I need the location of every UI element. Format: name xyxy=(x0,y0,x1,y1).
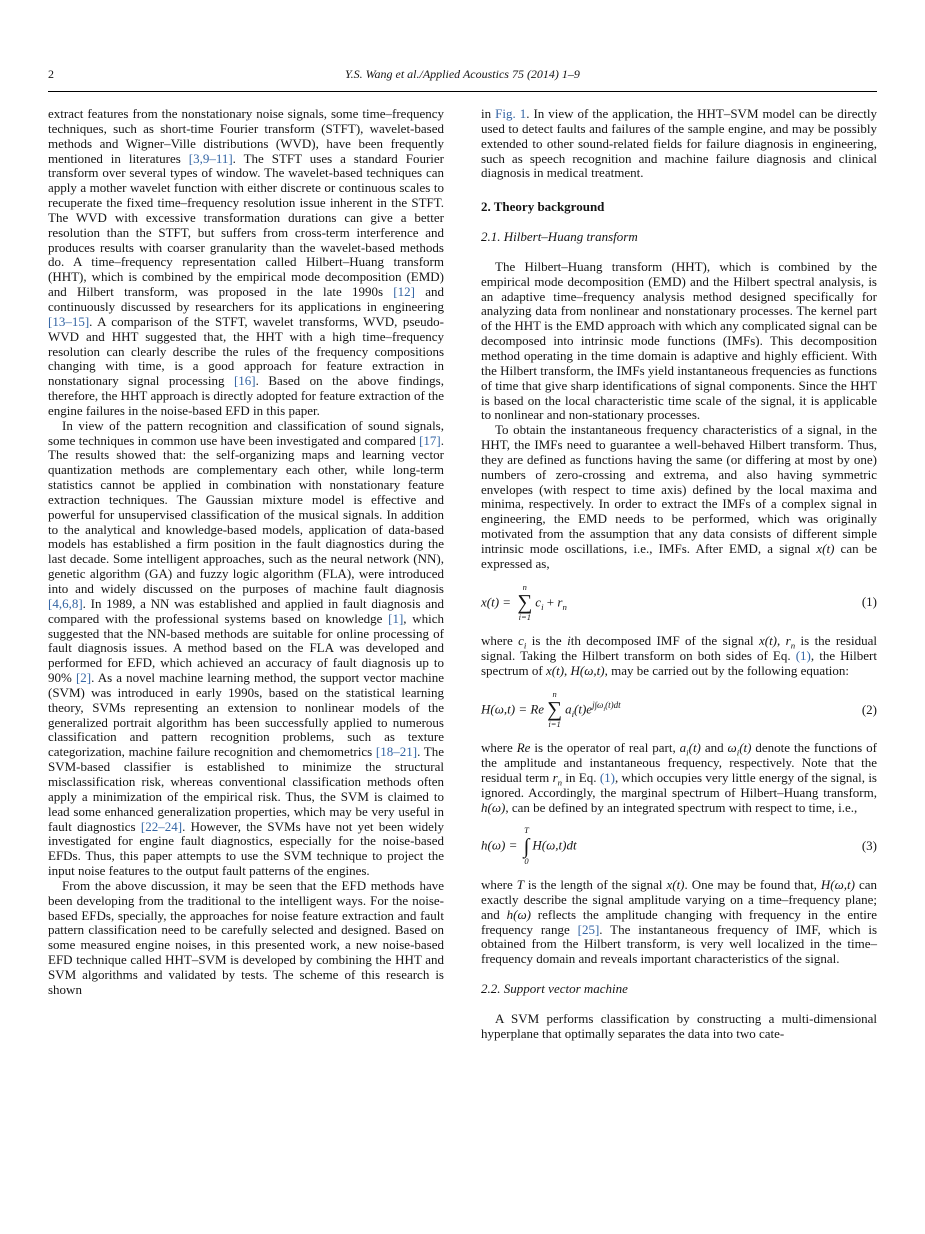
page-header xyxy=(48,68,877,92)
text-run: where xyxy=(481,740,517,756)
lower-limit: i=1 xyxy=(518,612,531,623)
text-run: . The instantaneous frequency of IMF, which is obtained from the Hilbert transform, is very well localized in the time–frequency domain and reveals important characteristics of the signal. xyxy=(481,921,877,967)
text-run: . Based on the above findings, therefore, the HHT approach is directly adopted for feature extraction of the engine failures in the noise-based EFD in this paper. xyxy=(48,373,444,418)
text-run: In view of the pattern recognition and classification of sound signals, some techniques in common use have been investigated and compared xyxy=(48,417,444,448)
paragraph xyxy=(48,879,444,998)
text-run: i xyxy=(603,706,606,713)
text-run: i xyxy=(541,601,544,612)
upper-limit: T xyxy=(524,825,529,836)
text-run: x(t) xyxy=(758,633,778,649)
text-run: r xyxy=(785,633,791,649)
text-run: To obtain the instantaneous frequency characteristics of a signal, in the HHT, the IMFs need to guarantee a well-behaved Hilbert transform. Thus, they are defined as functions having the same (or differing at most by one) numbers of zero-crossing and extrema, and also having symmetric envelopes (with respect to time axis) defined by the local maxima and minima, respectively. In order to extract the IMFs of a complex signal in engineering, the EMD needs to be performed, which was originally motivated from the assumption that any data consists of different simple intrinsic mode oscillations, i.e., IMFs. After EMD, a signal xyxy=(481,422,877,556)
equation xyxy=(481,826,877,867)
subsection-heading: 2.1. Hilbert–Huang transform xyxy=(481,229,638,245)
text-run: A SVM performs classification by constructing a multi-dimensional hyperplane that optimally separates the data into two cate- xyxy=(481,1010,877,1041)
text-run: . The STFT uses a standard Fourier transform over several types of window. The wavelet-based techniques can apply a mother wavelet function with either discrete or continuous scales to recuperate the fixed time–frequency resolution issue inherent in the STFT. The WVD with excessive transformation durations can give a better resolution than the STFT, but suffers from cross-term interference and produces results with coarser granularity than the wavelet-based methods do. A time–frequency representation called Hilbert–Huang transform (HHT), which is combined by the empirical mode decomposition (EMD) and Hilbert transform, was proposed in the late 1990s xyxy=(48,150,444,300)
text-run: , xyxy=(777,633,786,649)
text-run: , may be carried out by the following equation: xyxy=(604,662,850,678)
text-run: Re xyxy=(516,740,531,756)
text-run: n xyxy=(562,601,567,612)
text-run: H(ω,t) = Re xyxy=(481,700,545,716)
text-run: , which suggested that the NN-based methods are suitable for online processing of fault diagnosis issues. A method based on the FLA was developed and performed for EFD, which achieved an accuracy of fault diagnosis up to 90% xyxy=(48,610,444,686)
text-run: n xyxy=(557,777,563,788)
equation-expression xyxy=(481,826,577,867)
text-run: denote the functions of the amplitude and instantaneous frequency, respectively. Note that the residual term xyxy=(481,740,877,785)
text-run: is the operator of real part, xyxy=(530,740,680,756)
text-run: can exactly describe the signal amplitude varying on a time–frequency plane; and xyxy=(481,876,877,922)
text-run: , can be defined by an integrated spectrum with respect to time, i.e., xyxy=(505,799,858,815)
text-run: i xyxy=(523,640,527,651)
text-run: extract features from the nonstationary noise signals, some time–frequency techniques, such as short-time Fourier transform (STFT), wavelet-based methods and Wigner–Ville distributions (WVD), have been frequently mentioned in literatures xyxy=(48,106,444,166)
citation-link[interactable]: [13–15] xyxy=(48,313,90,329)
paragraph xyxy=(48,419,444,879)
equation xyxy=(481,690,877,731)
two-column-body xyxy=(48,107,877,1042)
citation-link[interactable]: [4,6,8] xyxy=(48,595,83,611)
paragraph xyxy=(481,423,877,571)
text-run: ∫ xyxy=(594,699,598,710)
text-run: where xyxy=(481,633,519,649)
text-run: i xyxy=(571,708,575,719)
text-run: th decomposed IMF of the signal xyxy=(570,633,759,649)
paragraph xyxy=(481,634,877,679)
text-run: h(ω) xyxy=(481,799,506,815)
text-run: , the Hilbert spectrum of xyxy=(481,648,877,678)
citation-link[interactable]: [2] xyxy=(75,670,92,686)
text-run: c xyxy=(535,593,542,609)
citation-link[interactable]: [16] xyxy=(233,373,256,389)
text-run: . The SVM-based classifier is established to minimize the structural misclassification risk, whereas conventional classification methods often apply a minimization of the empirical risk. Thus, the SVM is claimed to lead some enhanced generalization properties, which may be very useful in fault diagnostics xyxy=(48,744,444,834)
operator-with-limits xyxy=(517,583,532,624)
text-run: n xyxy=(790,640,796,651)
text-run: h(ω) = xyxy=(481,837,521,853)
text-run: ω xyxy=(597,699,604,710)
text-run: (t) xyxy=(739,740,752,756)
citation-link[interactable]: Fig. 1 xyxy=(495,106,527,121)
text-run: , which occupies very little energy of the signal, is ignored. Accordingly, the marginal spectrum of Hilbert–Huang transform, xyxy=(481,769,877,800)
exponent xyxy=(592,699,621,713)
text-run: H(ω,t) xyxy=(820,876,855,892)
running-head: Y.S. Wang et al./Applied Acoustics 75 (2014) 1–9 xyxy=(345,67,580,81)
text-run: h(ω) xyxy=(506,906,531,922)
text-run: The Hilbert–Huang transform (HHT), which is combined by the empirical mode decomposition (EMD) and the Hilbert spectral analysis, is an adaptive time–frequency analysis method designed specifically for analyzing data from nonlinear and nonstationary processes. The kernel part of the HHT is the EMD approach with which any complicated signal can be decomposed into intrinsic mode functions (IMFs). This decomposition method operating in the time domain is adaptive and highly efficient. With the Hilbert transform, the IMFs yield instantaneous frequencies as functions of time that give sharp identifications of signal components. Since the HHT is based on the local characteristic time scale of the signal, it is applicable to nonlinear and non-stationary processes. xyxy=(481,258,877,423)
text-run: , xyxy=(564,662,571,678)
equation-number: (2) xyxy=(861,701,877,717)
paragraph xyxy=(48,107,444,419)
text-run: reflects the amplitude changing with frequency in the entire frequency range xyxy=(481,906,877,937)
paragraph xyxy=(481,260,877,423)
right-column xyxy=(481,107,877,1042)
text-run: is the residual signal. Taking the Hilbert transform on both sides of Eq. xyxy=(481,633,877,663)
text-run: . In 1989, a NN was established and applied in fault diagnosis and compared with the professional systems based on knowledge xyxy=(48,595,444,626)
text-run: + xyxy=(543,593,558,609)
citation-link[interactable]: [25] xyxy=(577,921,600,937)
citation-link[interactable]: [12] xyxy=(393,284,415,300)
text-run: ω xyxy=(727,740,737,756)
text-run: a xyxy=(565,700,572,716)
paragraph xyxy=(481,878,877,967)
text-run: . In view of the application, the HHT–SVM model can be directly used to detect faults and failures of the sample engine, and may be possibly extended to other sound-related fields for failure diagnosis in engineering, such as speech recognition and machine failure diagnosis and clinical diagnosis in medical treatment. xyxy=(481,106,877,181)
text-run: r xyxy=(552,769,558,785)
text-run: i xyxy=(567,633,571,649)
left-column xyxy=(48,107,444,1042)
text-run: where xyxy=(481,876,517,892)
upper-limit: n xyxy=(522,581,527,592)
text-run: (t) xyxy=(688,740,701,756)
text-run: is the length of the signal xyxy=(523,876,667,892)
text-run: . A comparison of the STFT, wavelet transforms, WVD, pseudo-WVD and HHT suggested that, the HHT with a high time–frequency resolution can clearly describe the rules of the frequency compositions changing with time, is a good approach for feature extraction in nonstationary signal processing xyxy=(48,313,444,389)
text-run: i xyxy=(686,747,689,758)
equation-expression xyxy=(481,583,567,624)
citation-link[interactable]: (1) xyxy=(599,769,615,785)
paragraph xyxy=(481,741,877,815)
citation-link[interactable]: [3,9–11] xyxy=(188,150,233,166)
text-run: can be expressed as, xyxy=(481,540,877,571)
text-run: c xyxy=(518,633,524,649)
integral-symbol: ∫ xyxy=(523,834,530,859)
text-run: and continuously discussed by researchers for its applications in engineering xyxy=(48,284,444,314)
citation-link[interactable]: (1) xyxy=(795,648,811,663)
equation-number: (1) xyxy=(861,594,877,610)
text-run: and xyxy=(700,740,728,756)
text-run: . However, the SVMs have not yet been widely investigated for engine fault diagnostics, especially for the noise-based EFDs. Thus, this paper attempts to use the SVM technique to project the input noise features to the output fault patterns of the engines. xyxy=(48,818,444,879)
text-run: H(ω,t) xyxy=(570,662,605,678)
citation-link[interactable]: [1] xyxy=(388,610,404,626)
text-run: . As a novel machine learning method, the support vector machine (SVM) was introduced in early 1990s, based on the statistical learning theory, SVMs representing an extension to nonlinear models of the generalized portrait algorithm has been successfully applied to numerous classification and pattern recognition problems, such as texture categorization, machine failure recognition and chemometrics xyxy=(48,670,444,760)
text-run: in Eq. xyxy=(562,769,600,785)
lower-limit: 0 xyxy=(524,856,529,867)
text-run: i xyxy=(736,747,740,758)
text-run: From the above discussion, it may be seen that the EFD methods have been developing from the traditional to the intelligent ways. For the noise-based EFDs, specially, the approaches for noise feature extraction and fault pattern classification need to be carefully selected and designed. Based on some measured engine noises, in this presented work, a new noise-based EFD technique called HHT–SVM is developed by combining the HHT and SVM algorithms and validated by tests. The scheme of this research is shown xyxy=(48,877,444,997)
text-run: x(t) = xyxy=(481,593,515,609)
operator-with-limits xyxy=(547,690,562,731)
text-run: (t)e xyxy=(574,700,593,716)
lower-limit: i=1 xyxy=(548,719,561,730)
sum-symbol: ∑ xyxy=(547,697,563,722)
operator-with-limits xyxy=(524,826,530,867)
text-run: a xyxy=(679,740,687,756)
text-run: j xyxy=(592,699,595,710)
citation-link[interactable]: [17] xyxy=(419,432,441,448)
citation-link[interactable]: [22–24] xyxy=(140,818,183,834)
subsection-heading: 2.2. Support vector machine xyxy=(481,981,628,997)
equation xyxy=(481,583,877,624)
page-content xyxy=(48,68,877,1042)
sum-symbol: ∑ xyxy=(517,590,533,615)
text-run: T xyxy=(516,876,524,892)
citation-link[interactable]: [18–21] xyxy=(375,744,418,760)
text-run: x(t) xyxy=(545,662,565,678)
text-run: (t)dt xyxy=(605,699,621,710)
text-run: . The results showed that: the self-organizing maps and learning vector quantization methods are complementary each other, while long-term statistics cannot be applied in combination with nonstationary feature extraction techniques. The Gaussian mixture model is effective and powerful for unsupervised classification of the musical signals. In addition to the analytical and knowledge-based models, application of data-based models has established a firm position in the fault diagnostics during the last decade. Some intelligent approaches, such as the neural network (NN), genetic algorithm (GA) and fuzzy logic algorithm (FLA), were introduced into and widely discussed on the purposes of machine fault diagnosis xyxy=(48,432,444,596)
text-run: in xyxy=(481,106,496,121)
text-run: is the xyxy=(526,633,568,649)
text-run: H(ω,t)dt xyxy=(532,837,577,853)
text-run: x(t) xyxy=(816,540,835,556)
page-number: 2 xyxy=(48,67,54,81)
section-heading: 2. Theory background xyxy=(481,199,605,215)
text-run: x(t) xyxy=(666,876,685,892)
text-run: r xyxy=(557,593,563,609)
upper-limit: n xyxy=(552,688,557,699)
text-run: . One may be found that, xyxy=(684,876,821,892)
paragraph xyxy=(481,107,877,181)
equation-number: (3) xyxy=(861,838,877,854)
equation-expression xyxy=(481,690,621,731)
paragraph xyxy=(481,1012,877,1042)
